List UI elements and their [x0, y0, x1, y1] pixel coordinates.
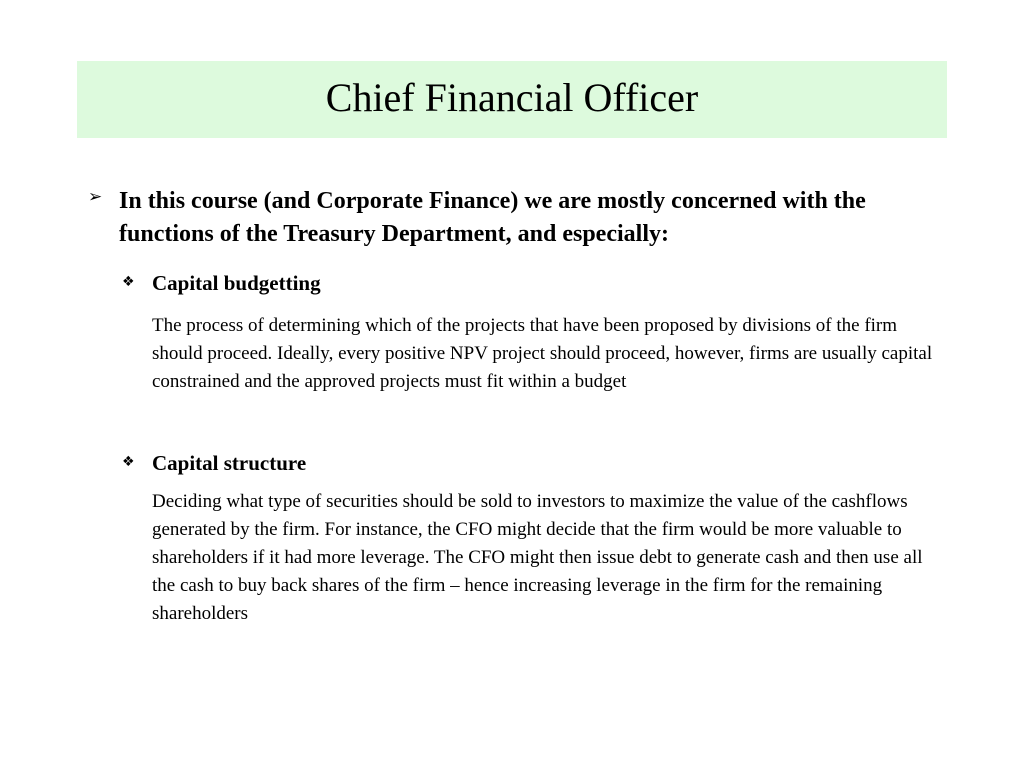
arrow-bullet-icon: ➢ — [88, 187, 103, 207]
sub-item-description: Deciding what type of securities should be sold to investors to maximize the value of the cashflows generated by the firm. For instance, the CFO might decide that the firm would be more valuable to shareholders if it had more leverage. The CFO might then issue debt to generate cash and then use all the cash to buy back shares of the firm – hence increasing leverage in the firm for the remaining shareholders — [152, 491, 923, 624]
slide-title: Chief Financial Officer — [325, 74, 699, 120]
main-bullet — [88, 185, 928, 251]
sub-item-description: The process of determining which of the projects that have been proposed by divisions of the firm should proceed. Ideally, every positive NPV project should proceed, however, firms are usually capital constrained and the approved projects must fit within a budget — [152, 315, 933, 392]
sub-item-capital-structure — [122, 450, 942, 628]
sub-item-heading: Capital structure — [152, 451, 307, 475]
title-banner — [77, 61, 947, 138]
sub-item-heading: Capital budgetting — [152, 271, 321, 295]
diamond-bullet-icon: ❖ — [122, 274, 135, 290]
sub-item-capital-budgetting — [122, 270, 942, 396]
main-bullet-text: In this course (and Corporate Finance) we are mostly concerned with the functions of the Treasury Department, and especially: — [119, 188, 866, 247]
diamond-bullet-icon: ❖ — [122, 454, 135, 470]
